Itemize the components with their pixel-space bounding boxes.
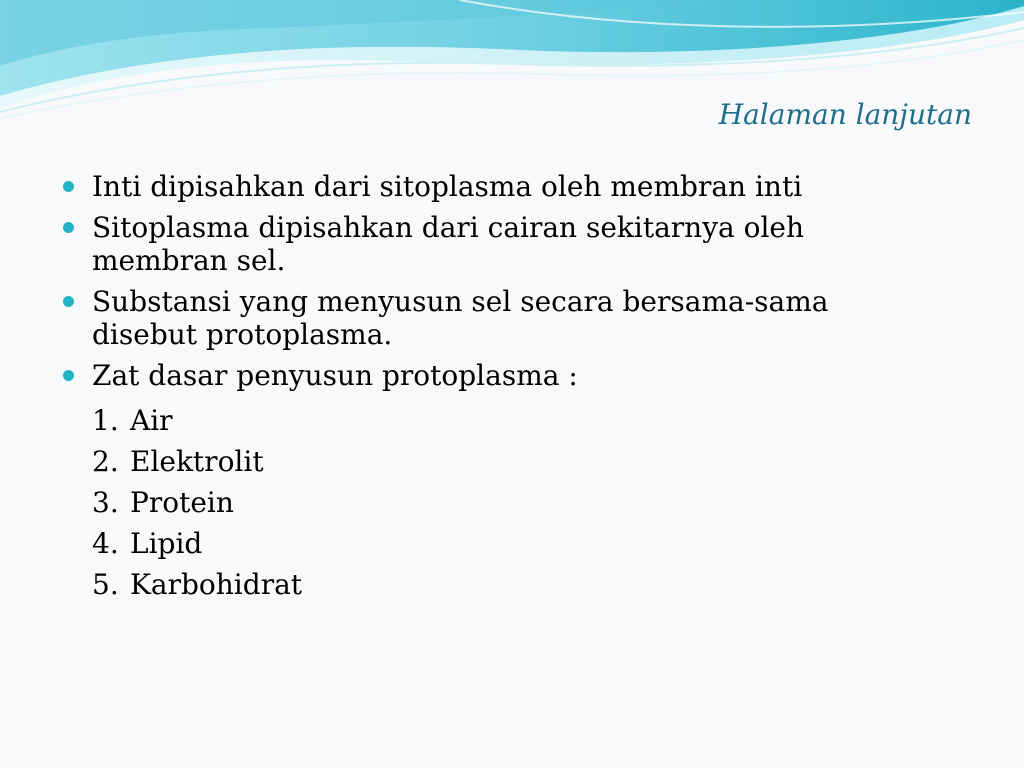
bullet-list	[60, 170, 940, 392]
bullet-item	[60, 359, 940, 392]
numbered-item	[92, 482, 940, 523]
item-text: Lipid	[130, 527, 203, 560]
item-text: Protein	[130, 486, 234, 519]
bullet-item	[60, 211, 940, 277]
numbered-item	[92, 400, 940, 441]
bullet-item	[60, 285, 940, 351]
bullet-dot-icon	[63, 370, 74, 381]
bullet-dot-icon	[63, 181, 74, 192]
bullet-text: Zat dasar penyusun protoplasma :	[92, 359, 578, 392]
bullet-item	[60, 170, 940, 203]
item-number: 1.	[92, 404, 119, 437]
item-number: 2.	[92, 445, 119, 478]
item-number: 4.	[92, 527, 119, 560]
bullet-text: Sitoplasma dipisahkan dari cairan sekitarnya oleh membran sel.	[92, 211, 805, 277]
bullet-text: Substansi yang menyusun sel secara bersama-sama disebut protoplasma.	[92, 285, 829, 351]
numbered-list	[60, 400, 940, 605]
item-text: Air	[130, 404, 173, 437]
item-text: Elektrolit	[130, 445, 264, 478]
item-text: Karbohidrat	[130, 568, 303, 601]
numbered-item	[92, 441, 940, 482]
numbered-item	[92, 523, 940, 564]
bullet-dot-icon	[63, 222, 74, 233]
bullet-dot-icon	[63, 296, 74, 307]
item-number: 3.	[92, 486, 119, 519]
item-number: 5.	[92, 568, 119, 601]
slide-content	[60, 170, 940, 605]
slide-title: Halaman lanjutan	[718, 98, 972, 131]
bullet-text: Inti dipisahkan dari sitoplasma oleh membran inti	[92, 170, 803, 203]
numbered-item	[92, 564, 940, 605]
